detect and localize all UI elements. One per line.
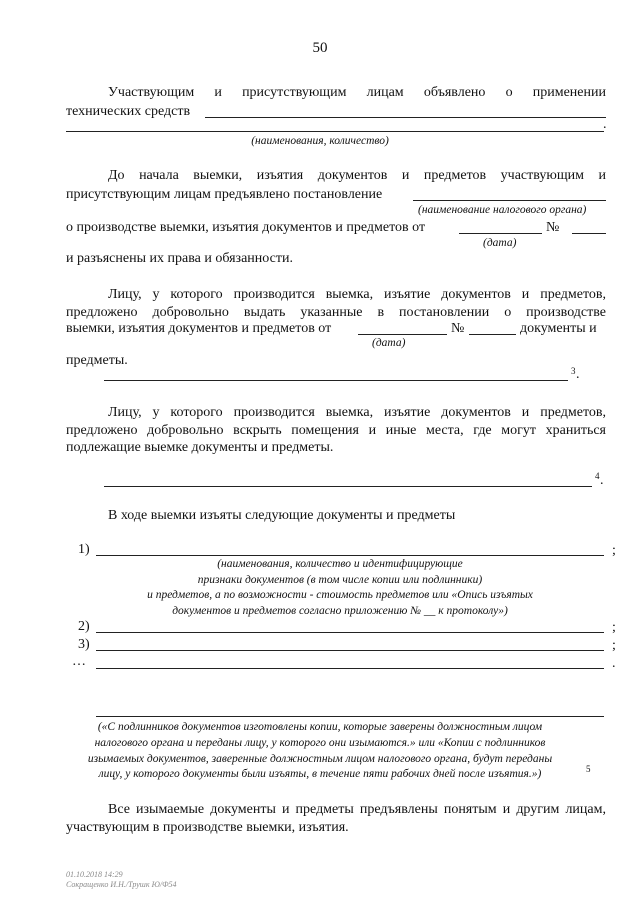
copies-note-3: изымаемых документов, заверенные должностным лицом налогового органа, будут переданы: [87, 753, 553, 765]
p4-end: .: [600, 473, 604, 488]
item-3-end: ;: [612, 638, 616, 653]
p1-note: (наименования, количество): [251, 135, 389, 147]
copies-note-1: («С подлинников документов изготовлены копии, которые заверены должностным лицом: [97, 721, 543, 733]
p2-line3a: о производстве выемки, изъятия документов и предметов от: [66, 220, 426, 235]
p5-line1: В ходе выемки изъяты следующие документы и предметы: [108, 508, 456, 523]
item-note-3: и предметов, а по возможности - стоимость предметов или «Опись изъятых: [147, 589, 533, 601]
copies-field[interactable]: [96, 716, 604, 717]
p3-end: .: [576, 367, 580, 382]
technical-means-field-2[interactable]: [66, 131, 604, 132]
p1-line2: технических средств: [66, 104, 191, 119]
p4-line2: предложено добровольно вскрыть помещения и иные места, где могут храниться: [66, 423, 606, 438]
p3-line4: предметы.: [66, 353, 128, 368]
p3-footnote: 3: [571, 366, 576, 376]
p2-number-sign: №: [546, 220, 560, 235]
decision-date-field[interactable]: [459, 233, 542, 234]
p3-result-field[interactable]: [104, 380, 568, 381]
p7-line2: участвующим в производстве выемки, изъятия.: [66, 820, 349, 835]
p3-number-field[interactable]: [469, 334, 516, 335]
tax-authority-field[interactable]: [413, 200, 606, 201]
p4-result-field[interactable]: [104, 486, 592, 487]
item-3-field[interactable]: [96, 650, 604, 651]
item-note-4: документов и предметов согласно приложению № __ к протоколу»): [172, 605, 508, 617]
p4-line1: Лицу, у которого производится выемка, изъятие документов и предметов,: [108, 405, 606, 420]
p3-line2: предложено добровольно выдать указанные в постановлении о производстве: [66, 305, 606, 320]
p3-line1: Лицу, у которого производится выемка, изъятие документов и предметов,: [108, 287, 606, 302]
p4-footnote: 4: [595, 471, 600, 481]
item-more-end: .: [612, 656, 616, 671]
page-number: 50: [312, 40, 328, 56]
footer-timestamp: 01.10.2018 14:29: [66, 870, 123, 879]
item-note-2: признаки документов (в том числе копии или подлинники): [197, 574, 483, 586]
item-2-end: ;: [612, 620, 616, 635]
item-more-field[interactable]: [96, 668, 604, 669]
p3-line3a: выемки, изъятия документов и предметов от: [66, 321, 332, 336]
item-3-number: 3): [78, 637, 90, 652]
item-2-field[interactable]: [96, 632, 604, 633]
p3-line3c: документы и: [520, 321, 597, 336]
item-note-1: (наименования, количество и идентифицирующие: [217, 558, 463, 570]
p1-line1: Участвующим и присутствующим лицам объявлено о применении: [108, 85, 606, 100]
item-1-number: 1): [78, 542, 90, 557]
technical-means-field[interactable]: [205, 117, 606, 118]
item-1-field[interactable]: [96, 555, 604, 556]
p4-line3: подлежащие выемке документы и предметы.: [66, 440, 334, 455]
copies-footnote: 5: [586, 764, 591, 774]
footer-author: Сокращенко И.Н./Трушк Ю/Ф54: [66, 880, 177, 889]
period: .: [603, 117, 607, 132]
p2-note2: (дата): [483, 237, 517, 249]
p3-number-sign: №: [451, 321, 465, 336]
item-2-number: 2): [78, 619, 90, 634]
p3-note: (дата): [372, 337, 406, 349]
p2-line4: и разъяснены их права и обязанности.: [66, 251, 293, 266]
copies-note-2: налогового органа и переданы лицу, у которого они изымаются.» или «Копии с подлинников: [94, 737, 546, 749]
p3-date-field[interactable]: [358, 334, 447, 335]
p2-line1: До начала выемки, изъятия документов и предметов участвующим и: [108, 168, 606, 183]
item-more-number: …: [72, 654, 86, 669]
p2-note1: (наименование налогового органа): [418, 204, 587, 216]
copies-note-4: лицу, у которого документы были изъяты, в течение пяти рабочих дней после изъятия.»): [98, 768, 542, 780]
p2-line2: присутствующим лицам предъявлено постановление: [66, 187, 383, 202]
decision-number-field[interactable]: [572, 233, 606, 234]
item-1-end: ;: [612, 543, 616, 558]
p7-line1: Все изымаемые документы и предметы предъявлены понятым и другим лицам,: [108, 802, 606, 817]
